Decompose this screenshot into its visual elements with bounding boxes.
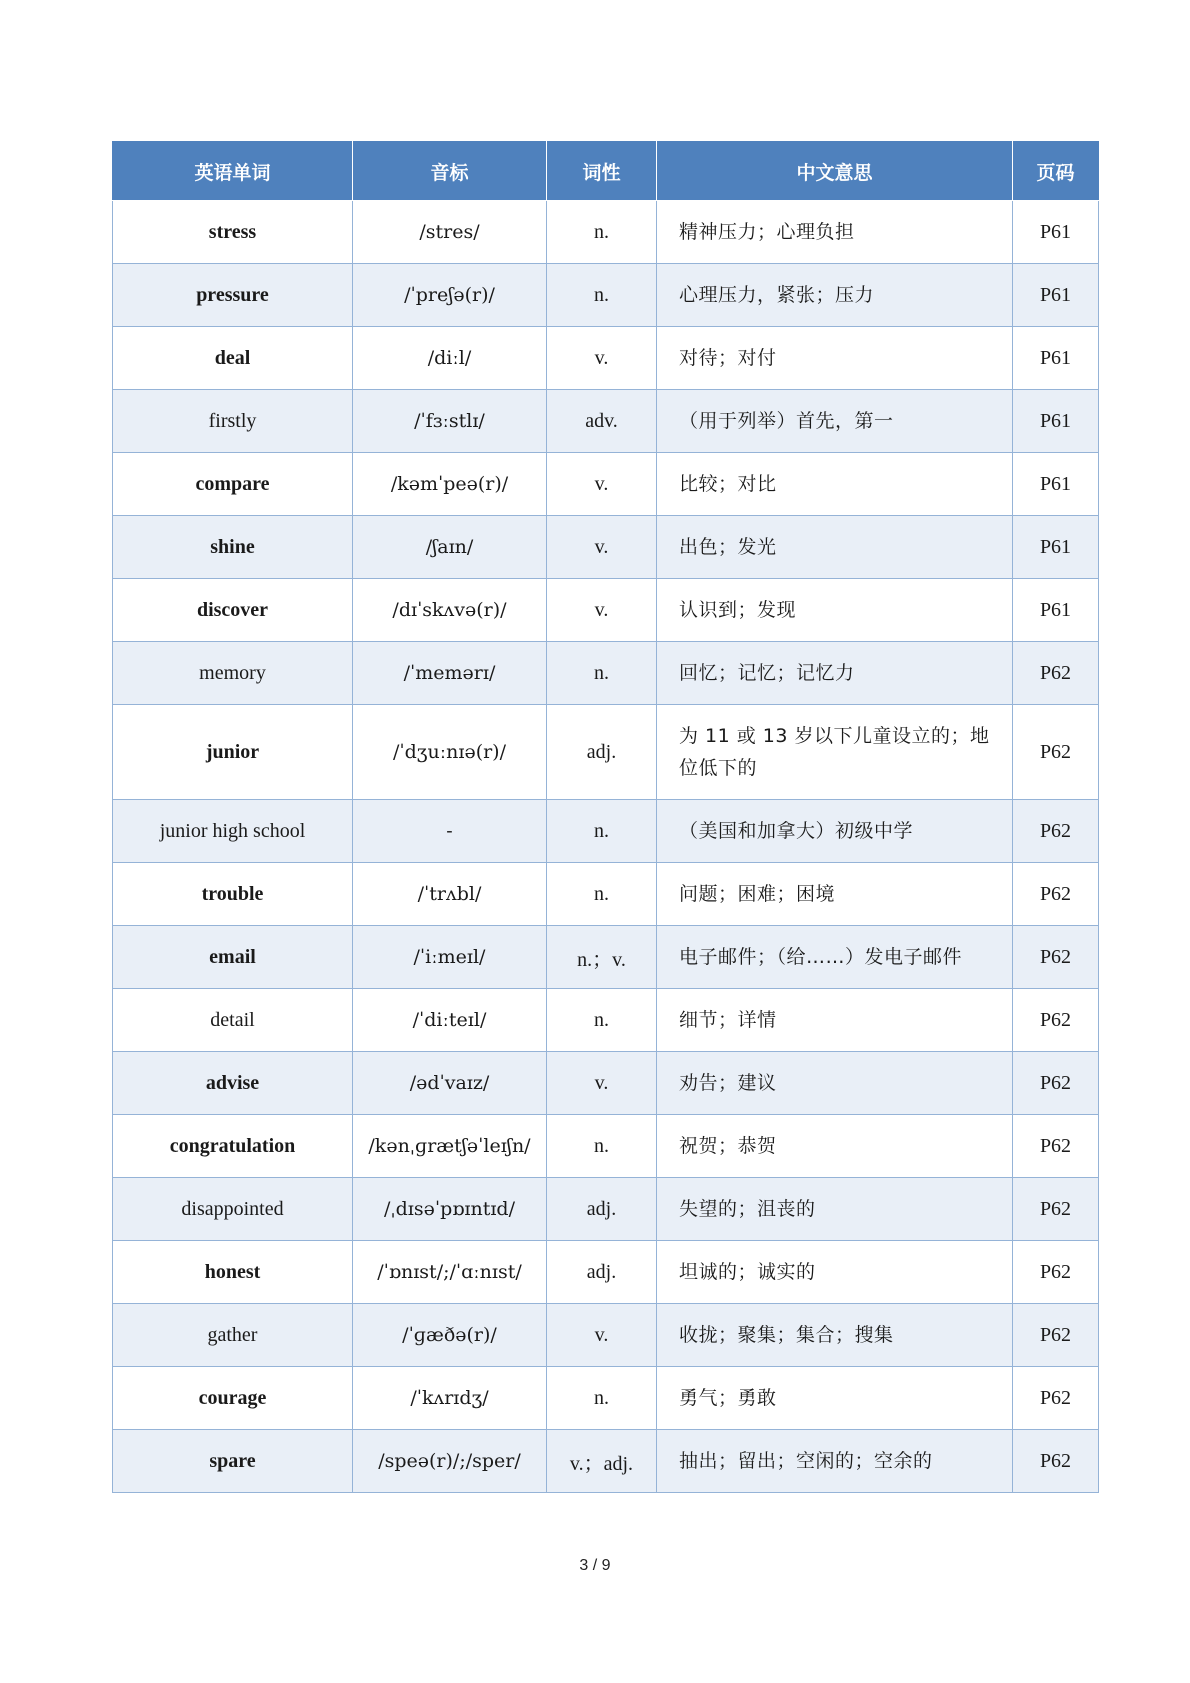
word-cell: detail [113,989,353,1052]
table-row [113,800,1099,863]
word-cell: compare [113,453,353,516]
meaning-cell: 心理压力，紧张；压力 [657,264,1013,327]
page-cell: P61 [1013,264,1099,327]
phonetic-cell: /ˈpreʃə(r)/ [353,264,547,327]
page-number: 3 / 9 [579,1557,611,1574]
table-body [113,201,1099,1493]
meaning-cell: 对待；对付 [657,327,1013,390]
part-of-speech-cell: n. [547,800,657,863]
phonetic-cell: /kəmˈpeə(r)/ [353,453,547,516]
page-cell: P62 [1013,1178,1099,1241]
table-row [113,989,1099,1052]
table-row [113,1178,1099,1241]
page-cell: P62 [1013,800,1099,863]
page-cell: P61 [1013,201,1099,264]
page-cell: P61 [1013,579,1099,642]
phonetic-cell: /kənˌɡrætʃəˈleɪʃn/ [353,1115,547,1178]
part-of-speech-cell: v. [547,1052,657,1115]
header-part-of-speech: 词性 [547,142,657,201]
phonetic-cell: /ˈfɜːstlɪ/ [353,390,547,453]
part-of-speech-cell: v. [547,453,657,516]
word-cell: honest [113,1241,353,1304]
part-of-speech-cell: n. [547,863,657,926]
page-cell: P62 [1013,1052,1099,1115]
part-of-speech-cell: n. [547,989,657,1052]
word-cell: email [113,926,353,989]
word-cell: spare [113,1430,353,1493]
part-of-speech-cell: n. [547,201,657,264]
meaning-cell: 回忆；记忆；记忆力 [657,642,1013,705]
part-of-speech-cell: v. [547,579,657,642]
part-of-speech-cell: n. [547,1367,657,1430]
table-row [113,926,1099,989]
page-cell: P62 [1013,642,1099,705]
table-row [113,201,1099,264]
word-cell: stress [113,201,353,264]
page-cell: P61 [1013,327,1099,390]
phonetic-cell: /ˈmemərɪ/ [353,642,547,705]
part-of-speech-cell: adj. [547,1178,657,1241]
word-cell: junior high school [113,800,353,863]
table-row [113,1115,1099,1178]
table-row [113,1304,1099,1367]
part-of-speech-cell: n. [547,642,657,705]
vocabulary-table [112,141,1099,1493]
table-row [113,705,1099,800]
page-cell: P62 [1013,1430,1099,1493]
phonetic-cell: /ˈɒnɪst/;/ˈɑːnɪst/ [353,1241,547,1304]
table-row [113,390,1099,453]
phonetic-cell: /ˌdɪsəˈpɒɪntɪd/ [353,1178,547,1241]
word-cell: pressure [113,264,353,327]
page-cell: P61 [1013,390,1099,453]
table-row [113,516,1099,579]
meaning-cell: 细节；详情 [657,989,1013,1052]
page-cell: P62 [1013,989,1099,1052]
table-row [113,1430,1099,1493]
phonetic-cell: /ˈdiːteɪl/ [353,989,547,1052]
part-of-speech-cell: adv. [547,390,657,453]
part-of-speech-cell: v.；adj. [547,1430,657,1493]
table-row [113,264,1099,327]
phonetic-cell: /diːl/ [353,327,547,390]
part-of-speech-cell: adj. [547,1241,657,1304]
table-row [113,863,1099,926]
word-cell: trouble [113,863,353,926]
phonetic-cell: /stres/ [353,201,547,264]
table-row [113,1052,1099,1115]
table-row [113,642,1099,705]
page-cell: P62 [1013,1304,1099,1367]
word-cell: junior [113,705,353,800]
phonetic-cell: /ˈkʌrɪdʒ/ [353,1367,547,1430]
meaning-cell: 祝贺；恭贺 [657,1115,1013,1178]
page-cell: P61 [1013,453,1099,516]
word-cell: advise [113,1052,353,1115]
part-of-speech-cell: n. [547,264,657,327]
table-header-row [113,142,1099,201]
header-page: 页码 [1013,142,1099,201]
word-cell: disappointed [113,1178,353,1241]
page-cell: P61 [1013,516,1099,579]
word-cell: firstly [113,390,353,453]
meaning-cell: 比较；对比 [657,453,1013,516]
page-cell: P62 [1013,1241,1099,1304]
page-cell: P62 [1013,705,1099,800]
table-row [113,1241,1099,1304]
meaning-cell: 劝告；建议 [657,1052,1013,1115]
word-cell: courage [113,1367,353,1430]
meaning-cell: 失望的；沮丧的 [657,1178,1013,1241]
table-row [113,453,1099,516]
phonetic-cell: - [353,800,547,863]
page-cell: P62 [1013,1367,1099,1430]
meaning-cell: 认识到；发现 [657,579,1013,642]
meaning-cell: 问题；困难；困境 [657,863,1013,926]
part-of-speech-cell: adj. [547,705,657,800]
part-of-speech-cell: n. [547,1115,657,1178]
table-row [113,579,1099,642]
word-cell: discover [113,579,353,642]
phonetic-cell: /ʃaɪn/ [353,516,547,579]
meaning-cell: 勇气；勇敢 [657,1367,1013,1430]
meaning-cell: （美国和加拿大）初级中学 [657,800,1013,863]
meaning-cell: 电子邮件；（给……）发电子邮件 [657,926,1013,989]
phonetic-cell: /speə(r)/;/sper/ [353,1430,547,1493]
phonetic-cell: /dɪˈskʌvə(r)/ [353,579,547,642]
phonetic-cell: /ədˈvaɪz/ [353,1052,547,1115]
page-cell: P62 [1013,926,1099,989]
word-cell: congratulation [113,1115,353,1178]
meaning-cell: （用于列举）首先，第一 [657,390,1013,453]
part-of-speech-cell: v. [547,327,657,390]
phonetic-cell: /ˈiːmeɪl/ [353,926,547,989]
table-row [113,1367,1099,1430]
meaning-cell: 坦诚的；诚实的 [657,1241,1013,1304]
phonetic-cell: /ˈtrʌbl/ [353,863,547,926]
meaning-cell: 抽出；留出；空闲的；空余的 [657,1430,1013,1493]
part-of-speech-cell: v. [547,516,657,579]
word-cell: gather [113,1304,353,1367]
phonetic-cell: /ˈdʒuːnɪə(r)/ [353,705,547,800]
page-cell: P62 [1013,863,1099,926]
header-word: 英语单词 [113,142,353,201]
meaning-cell: 为 11 或 13 岁以下儿童设立的；地位低下的 [657,705,1013,800]
header-meaning: 中文意思 [657,142,1013,201]
word-cell: deal [113,327,353,390]
meaning-cell: 收拢；聚集；集合；搜集 [657,1304,1013,1367]
header-phonetic: 音标 [353,142,547,201]
word-cell: memory [113,642,353,705]
part-of-speech-cell: n.；v. [547,926,657,989]
page-cell: P62 [1013,1115,1099,1178]
word-cell: shine [113,516,353,579]
table-row [113,327,1099,390]
phonetic-cell: /ˈɡæðə(r)/ [353,1304,547,1367]
part-of-speech-cell: v. [547,1304,657,1367]
meaning-cell: 出色；发光 [657,516,1013,579]
meaning-cell: 精神压力；心理负担 [657,201,1013,264]
